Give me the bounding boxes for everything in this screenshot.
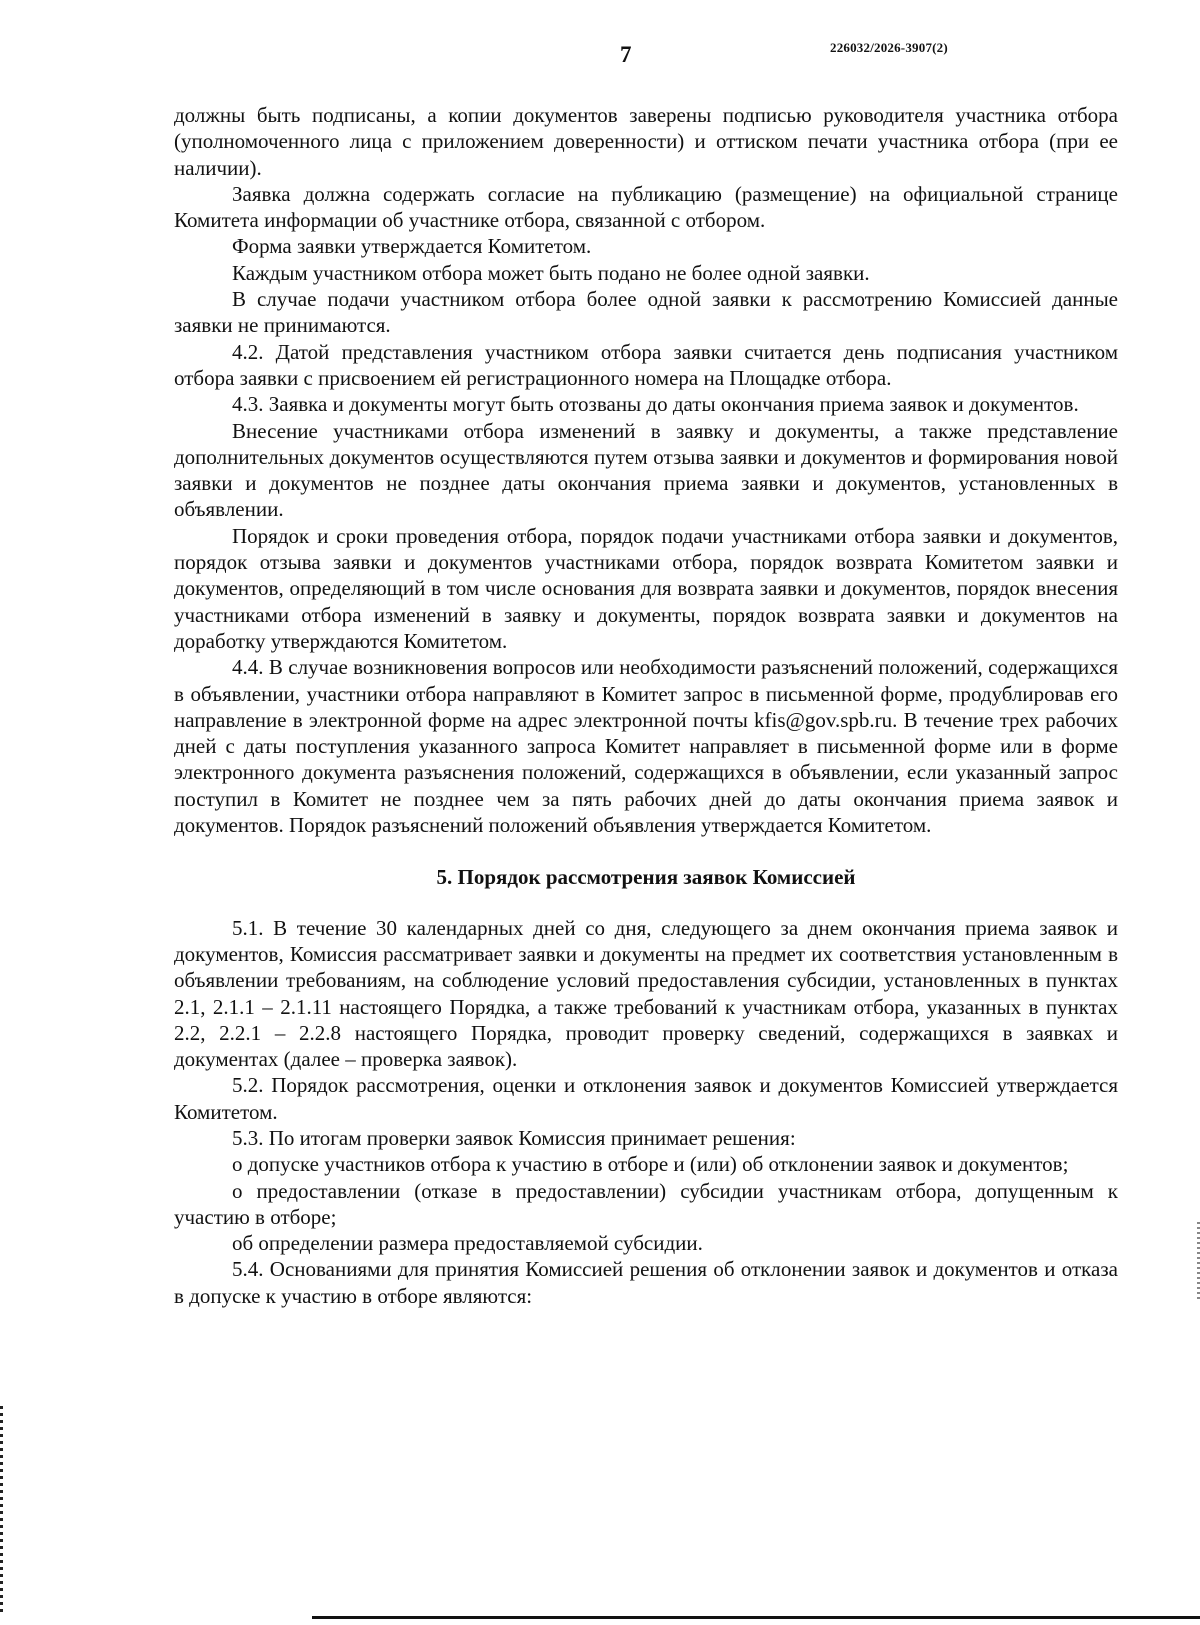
page-number: 7 <box>620 42 632 67</box>
paragraph-form-approval: Форма заявки утверждается Комитетом. <box>232 234 592 259</box>
section-5-heading: 5. Порядок рассмотрения заявок Комиссией <box>436 865 856 890</box>
paragraph-5-2: 5.2. Порядок рассмотрения, оценки и отклонения заявок и документов Комиссией утверждается Комитетом. <box>174 1073 1118 1124</box>
paragraph-consent: Заявка должна содержать согласие на публикацию (размещение) на официальной странице Комитета информации об участнике отбора, связанной с отбором. <box>174 181 1118 233</box>
paragraph-procedure: Порядок и сроки проведения отбора, порядок подачи участниками отбора заявки и документов, порядок отзыва заявки и документов участниками отбора, порядок возврата Комитетом заявки и документов, определяющий в том числе основания для возврата заявки и документов, порядок внесения участниками отбора изменений в заявку и документы, порядок возврата заявки и документов на доработку утверждаются Комитетом. <box>174 523 1118 653</box>
paragraph-4-4: 4.4. В случае возникновения вопросов или необходимости разъяснений положений, содержащихся в объявлении, участники отбора направляют в Комитет запрос в письменной форме, продублировав его направление в электронной форме на адрес электронной почты kfis@gov.spb.ru. В течение трех рабочих дней с даты поступления указанного запроса Комитет направляет в письменной форме или в форме электронного документа разъяснения положений, содержащихся в объявлении, если указанный запрос поступил в Комитет не позднее чем за пять рабочих дней до даты окончания приема заявок и документов. Порядок разъяснений положений объявления утверждается Комитетом. <box>174 655 1118 838</box>
paragraph-changes: Внесение участниками отбора изменений в заявку и документы, а также представление дополнительных документов осуществляются путем отзыва заявки и документов и формирования новой заявки и документов не позднее даты окончания приема заявки и документов, установленных в объявлении. <box>174 418 1118 522</box>
paragraph-one-application: Каждым участником отбора может быть подано не более одной заявки. <box>232 260 870 285</box>
paragraph-5-1: 5.1. В течение 30 календарных дней со дня, следующего за днем окончания приема заявок и документов, Комиссия рассматривает заявки и документы на предмет их соответствия установленным в объявлении требованиям, на соблюдение условий предоставления субсидии, установленных в пунктах 2.1, 2.1.1 – 2.1.11 настоящего Порядка, а также требований к участникам отбора, указанных в пунктах 2.2, 2.2.1 – 2.2.8 настоящего Порядка, проводит проверку сведений, содержащихся в заявках и документах (далее – проверка заявок). <box>174 915 1118 1072</box>
scan-edge-artifact-left <box>0 1406 3 1616</box>
paragraph-decision-amount: об определении размера предоставляемой субсидии. <box>232 1231 703 1256</box>
document-id: 226032/2026-3907(2) <box>830 40 948 55</box>
paragraph-continuation: должны быть подписаны, а копии документов заверены подписью руководителя участника отбора (уполномоченного лица с приложением доверенности) и оттиском печати участника отбора (при ее наличии). <box>174 103 1118 180</box>
scan-bottom-line <box>312 1616 1200 1619</box>
paragraph-4-2: 4.2. Датой представления участником отбора заявки считается день подписания участником отбора заявки с присвоением ей регистрационного номера на Площадке отбора. <box>174 339 1118 390</box>
paragraph-decision-admission: о допуске участников отбора к участию в отборе и (или) об отклонении заявок и документов; <box>232 1152 1069 1177</box>
paragraph-decision-subsidy: о предоставлении (отказе в предоставлении) субсидии участникам отбора, допущенным к участию в отборе; <box>174 1178 1118 1229</box>
paragraph-4-3: 4.3. Заявка и документы могут быть отозваны до даты окончания приема заявок и документов. <box>232 392 1079 417</box>
paragraph-5-3: 5.3. По итогам проверки заявок Комиссия принимает решения: <box>232 1125 796 1150</box>
paragraph-5-4: 5.4. Основаниями для принятия Комиссией решения об отклонении заявок и документов и отказа в допуске к участию в отборе являются: <box>174 1257 1118 1308</box>
document-body <box>174 102 1118 1309</box>
paragraph-multiple-applications: В случае подачи участником отбора более одной заявки к рассмотрению Комиссией данные заявки не принимаются. <box>174 287 1118 338</box>
